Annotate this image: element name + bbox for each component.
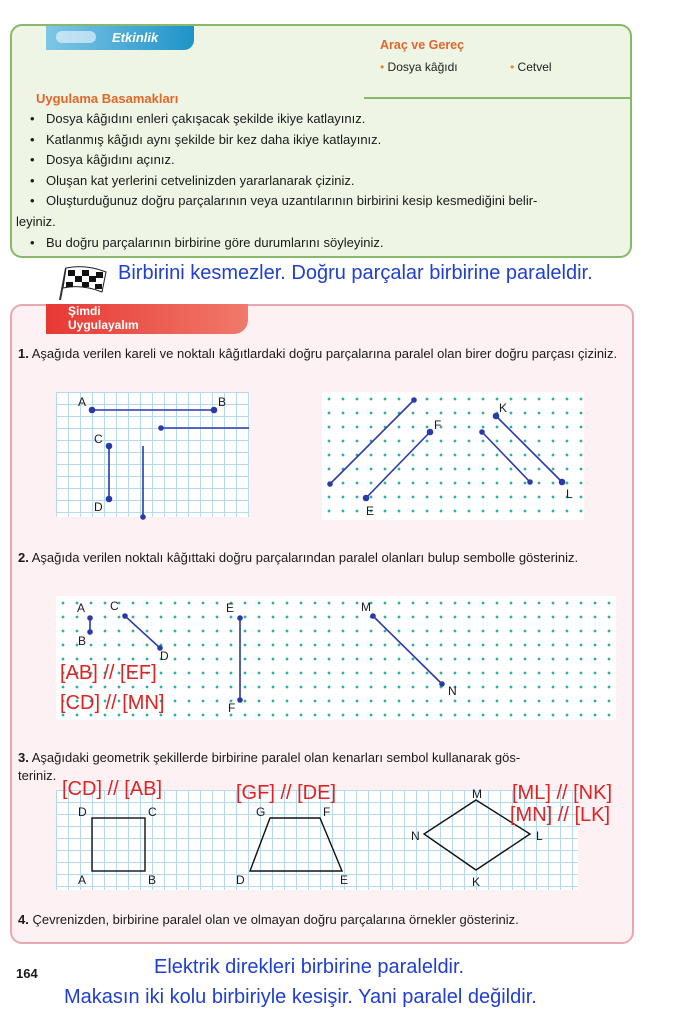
step-item-continued: leyiniz. [16, 214, 56, 229]
q3-answer-2: [GF] // [DE] [236, 782, 337, 804]
activity-icon [56, 31, 96, 43]
trapezoid-label-e: E [340, 873, 349, 887]
step-item: • Bu doğru parçalarının birbirine göre durumlarını söyleyiniz. [30, 235, 384, 250]
point-label-b: B [78, 634, 87, 648]
tool-item: • Cetvel [510, 60, 552, 74]
trapezoid-label-f: F [323, 805, 331, 819]
point-label-f: F [228, 701, 236, 715]
practice-tab [46, 304, 248, 334]
point-label-l: L [566, 487, 573, 501]
q2-answer-1: [AB] // [EF] [60, 662, 157, 684]
point-label-n: N [448, 684, 457, 698]
dot-paper-1-segments [322, 392, 584, 520]
point-label-a: A [77, 601, 86, 615]
tool-item: • Dosya kâğıdı [380, 60, 458, 74]
point-label-m: M [361, 600, 371, 614]
rhombus-label-l: L [536, 829, 543, 843]
rhombus-label-n: N [411, 829, 420, 843]
activity-tab [46, 26, 194, 50]
point-label-e: E [366, 504, 375, 518]
square-label-d: D [78, 805, 87, 819]
page-number: 164 [16, 966, 38, 981]
point-label-e: E [226, 601, 235, 615]
steps-title: Uygulama Basamakları [36, 91, 179, 106]
step-item: • Oluşturduğunuz doğru parçalarının veya uzantılarının birbirini kesip kesmediğini belir- [30, 193, 538, 208]
point-label-a: A [78, 395, 87, 409]
practice-tab-line2: Uygulayalım [68, 318, 139, 332]
trapezoid-label-g: G [256, 805, 266, 819]
question-2: 2. Aşağıda verilen noktalı kâğıttaki doğru parçalarından paralel olanları bulup sembolle gösteriniz. [18, 550, 579, 565]
point-label-f: F [434, 418, 442, 432]
shapes-3 [56, 790, 578, 890]
divider [364, 97, 632, 99]
square-label-c: C [148, 805, 157, 819]
square-label-a: A [78, 873, 87, 887]
activity-tab-title: Etkinlik [112, 30, 159, 45]
point-label-b: B [218, 395, 227, 409]
q3-answer-3: [ML] // [NK] [512, 782, 613, 804]
q4-answer-2: Makasın iki kolu birbiriyle kesişir. Yani paralel değildir. [64, 986, 537, 1008]
step-item: • Katlanmış kâğıdı aynı şekilde bir kez daha ikiye katlayınız. [30, 132, 382, 147]
point-label-k: K [499, 401, 508, 415]
point-label-c: C [110, 599, 119, 613]
q4-answer-1: Elektrik direkleri birbirine paraleldir. [154, 956, 465, 978]
square-label-b: B [148, 873, 157, 887]
question-3-continued: teriniz. [18, 768, 57, 783]
activity-answer: Birbirini kesmezler. Doğru parçalar birbirine paraleldir. [118, 262, 593, 284]
question-3: 3. Aşağıdaki geometrik şekillerde birbirine paralel olan kenarları sembol kullanarak gös- [18, 750, 521, 765]
tools-title: Araç ve Gereç [380, 38, 465, 52]
step-item: • Oluşan kat yerlerini cetvelinizden yararlanarak çiziniz. [30, 173, 355, 188]
point-label-d: D [160, 649, 169, 663]
rhombus-label-m: M [472, 787, 482, 801]
point-label-d: D [94, 500, 103, 514]
question-4: 4. Çevrenizden, birbirine paralel olan ve olmayan doğru parçalarına örnekler gösteriniz. [18, 912, 519, 927]
grid-1-segments [56, 392, 256, 522]
trapezoid-label-d: D [236, 873, 245, 887]
q2-answer-2: [CD] // [MN] [60, 692, 165, 714]
practice-tab-line1: Şimdi [68, 304, 101, 318]
step-item: • Dosya kâğıdını açınız. [30, 152, 175, 167]
point-label-c: C [94, 432, 103, 446]
q3-answer-1: [CD] // [AB] [62, 778, 163, 800]
checkered-flag-icon [56, 266, 110, 302]
step-item: • Dosya kâğıdını enleri çakışacak şekilde ikiye katlayınız. [30, 111, 366, 126]
q3-answer-4: [MN] // [LK] [510, 804, 611, 826]
rhombus-label-k: K [472, 875, 481, 889]
question-1: 1. Aşağıda verilen kareli ve noktalı kâğıtlardaki doğru parçalarına paralel olan birer doğru parçası çiziniz. [18, 346, 618, 361]
